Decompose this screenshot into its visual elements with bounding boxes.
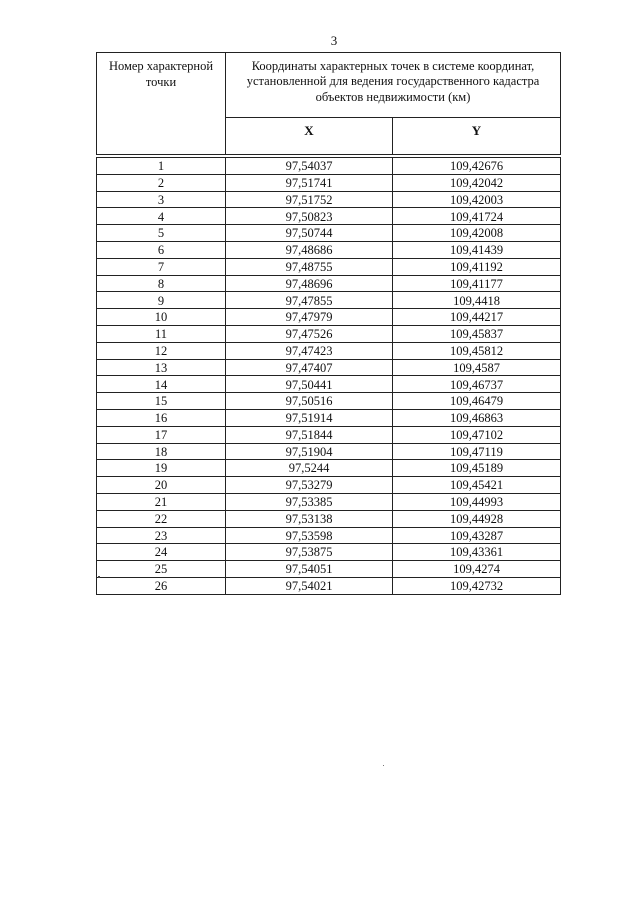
cell-point-number: 17 — [97, 426, 226, 443]
cell-point-number: 26 — [97, 577, 226, 594]
cell-point-number: 25 — [97, 561, 226, 578]
cell-y: 109,45189 — [393, 460, 561, 477]
cell-point-number: 14 — [97, 376, 226, 393]
cell-y: 109,45812 — [393, 342, 561, 359]
table-row — [97, 292, 561, 309]
cell-y: 109,42008 — [393, 225, 561, 242]
cell-x: 97,50823 — [226, 208, 393, 225]
cell-point-number: 3 — [97, 191, 226, 208]
page-number: 3 — [330, 33, 338, 48]
table-row — [97, 376, 561, 393]
cell-x: 97,54037 — [226, 158, 393, 175]
cell-y: 109,46863 — [393, 409, 561, 426]
cell-y: 109,42042 — [393, 174, 561, 191]
header-coordinates: Координаты характерных точек в системе координат, установленной для ведения государственного кадастра объектов недвижимости (км) — [226, 53, 561, 118]
cell-point-number: 16 — [97, 409, 226, 426]
cell-point-number: 8 — [97, 275, 226, 292]
cell-point-number: 6 — [97, 241, 226, 258]
cell-point-number: 24 — [97, 544, 226, 561]
table-row — [97, 393, 561, 410]
cell-x: 97,53138 — [226, 510, 393, 527]
table-row — [97, 577, 561, 594]
cell-point-number: 13 — [97, 359, 226, 376]
cell-x: 97,51752 — [226, 191, 393, 208]
cell-x: 97,50516 — [226, 393, 393, 410]
header-x: X — [226, 118, 393, 155]
cell-point-number: 22 — [97, 510, 226, 527]
table-row — [97, 426, 561, 443]
table-row — [97, 258, 561, 275]
cell-x: 97,51844 — [226, 426, 393, 443]
cell-y: 109,46479 — [393, 393, 561, 410]
cell-x: 97,51914 — [226, 409, 393, 426]
table-row — [97, 359, 561, 376]
table-row — [97, 325, 561, 342]
cell-y: 109,4587 — [393, 359, 561, 376]
scan-mark — [383, 765, 384, 766]
table-row — [97, 443, 561, 460]
cell-point-number: 19 — [97, 460, 226, 477]
cell-x: 97,47407 — [226, 359, 393, 376]
cell-point-number: 10 — [97, 309, 226, 326]
table-row — [97, 342, 561, 359]
cell-point-number: 15 — [97, 393, 226, 410]
table-row — [97, 527, 561, 544]
table-row — [97, 241, 561, 258]
table-body — [97, 158, 561, 595]
table-row — [97, 561, 561, 578]
cell-y: 109,43287 — [393, 527, 561, 544]
scan-mark — [98, 576, 100, 578]
cell-y: 109,41724 — [393, 208, 561, 225]
cell-y: 109,44217 — [393, 309, 561, 326]
table-row — [97, 174, 561, 191]
cell-y: 109,42732 — [393, 577, 561, 594]
cell-y: 109,4274 — [393, 561, 561, 578]
coordinates-table — [96, 52, 561, 595]
cell-y: 109,42676 — [393, 158, 561, 175]
cell-point-number: 23 — [97, 527, 226, 544]
cell-y: 109,41177 — [393, 275, 561, 292]
cell-x: 97,48755 — [226, 258, 393, 275]
table-row — [97, 477, 561, 494]
cell-x: 97,47526 — [226, 325, 393, 342]
cell-x: 97,54021 — [226, 577, 393, 594]
table-row — [97, 493, 561, 510]
cell-point-number: 20 — [97, 477, 226, 494]
cell-y: 109,46737 — [393, 376, 561, 393]
cell-x: 97,50744 — [226, 225, 393, 242]
cell-point-number: 9 — [97, 292, 226, 309]
cell-y: 109,42003 — [393, 191, 561, 208]
cell-point-number: 12 — [97, 342, 226, 359]
table-row — [97, 409, 561, 426]
cell-point-number: 4 — [97, 208, 226, 225]
header-y: Y — [393, 118, 561, 155]
cell-x: 97,53598 — [226, 527, 393, 544]
cell-x: 97,48686 — [226, 241, 393, 258]
cell-y: 109,41439 — [393, 241, 561, 258]
cell-x: 97,47855 — [226, 292, 393, 309]
table-row — [97, 510, 561, 527]
table-row — [97, 544, 561, 561]
table-row — [97, 208, 561, 225]
cell-x: 97,47423 — [226, 342, 393, 359]
cell-point-number: 21 — [97, 493, 226, 510]
cell-x: 97,53279 — [226, 477, 393, 494]
cell-y: 109,41192 — [393, 258, 561, 275]
cell-point-number: 11 — [97, 325, 226, 342]
table-row — [97, 225, 561, 242]
cell-y: 109,43361 — [393, 544, 561, 561]
cell-x: 97,48696 — [226, 275, 393, 292]
cell-x: 97,5244 — [226, 460, 393, 477]
cell-y: 109,44928 — [393, 510, 561, 527]
cell-x: 97,47979 — [226, 309, 393, 326]
cell-x: 97,53385 — [226, 493, 393, 510]
cell-x: 97,53875 — [226, 544, 393, 561]
cell-y: 109,47119 — [393, 443, 561, 460]
table-row — [97, 460, 561, 477]
cell-point-number: 5 — [97, 225, 226, 242]
cell-x: 97,54051 — [226, 561, 393, 578]
cell-y: 109,4418 — [393, 292, 561, 309]
cell-point-number: 7 — [97, 258, 226, 275]
header-point-number: Номер характерной точки — [97, 53, 226, 155]
cell-point-number: 2 — [97, 174, 226, 191]
cell-y: 109,47102 — [393, 426, 561, 443]
cell-y: 109,45837 — [393, 325, 561, 342]
cell-y: 109,45421 — [393, 477, 561, 494]
table-row — [97, 158, 561, 175]
cell-x: 97,51741 — [226, 174, 393, 191]
cell-x: 97,51904 — [226, 443, 393, 460]
table-row — [97, 309, 561, 326]
cell-point-number: 18 — [97, 443, 226, 460]
table-row — [97, 191, 561, 208]
cell-x: 97,50441 — [226, 376, 393, 393]
cell-y: 109,44993 — [393, 493, 561, 510]
table-row — [97, 275, 561, 292]
cell-point-number: 1 — [97, 158, 226, 175]
